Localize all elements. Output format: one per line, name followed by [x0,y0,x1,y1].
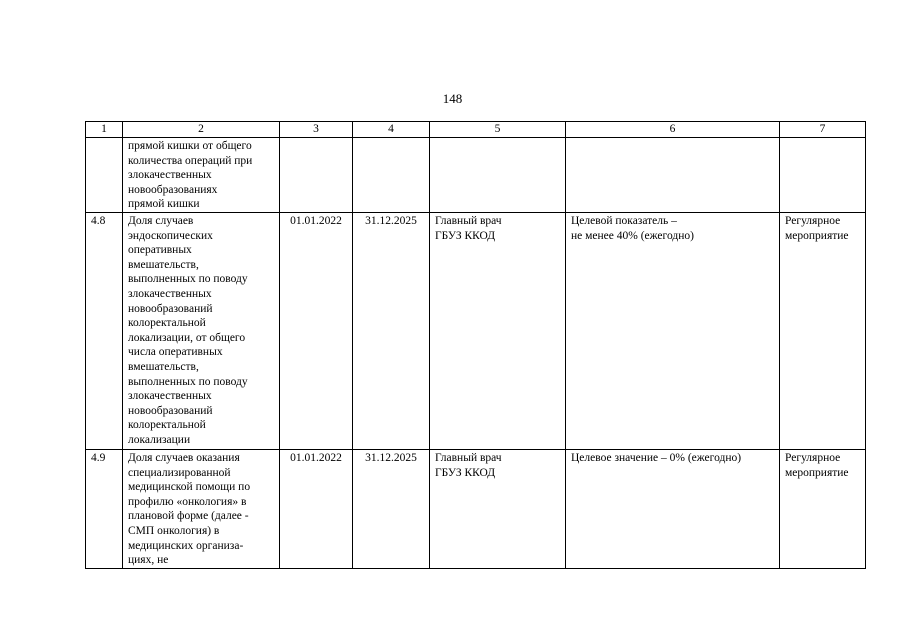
column-header-1: 1 [86,122,123,138]
table-row [86,212,866,449]
column-header-7: 7 [780,122,866,138]
cell-indicator: Целевой показатель – не менее 40% (ежегодно) [566,212,780,449]
cell-start-date [280,138,353,213]
column-header-5: 5 [430,122,566,138]
cell-start-date: 01.01.2022 [280,449,353,568]
cell-type: Регулярное мероприятие [780,212,866,449]
cell-type [780,138,866,213]
cell-responsible: Главный врач ГБУЗ ККОД [430,212,566,449]
cell-name: прямой кишки от общего количества операций при злокачественных новообразованиях прямой кишки [123,138,280,213]
plan-table [85,121,866,569]
table-row-continuation [86,138,866,213]
column-header-6: 6 [566,122,780,138]
cell-num: 4.8 [86,212,123,449]
table-row [86,449,866,568]
column-header-3: 3 [280,122,353,138]
cell-indicator: Целевое значение – 0% (ежегодно) [566,449,780,568]
cell-num: 4.9 [86,449,123,568]
cell-end-date: 31.12.2025 [353,212,430,449]
column-header-2: 2 [123,122,280,138]
page-number: 148 [442,91,463,106]
cell-start-date: 01.01.2022 [280,212,353,449]
cell-type: Регулярное мероприятие [780,449,866,568]
table-header-row [86,122,866,138]
column-header-4: 4 [353,122,430,138]
cell-name: Доля случаев эндоскопических оперативных вмешательств, выполненных по поводу злокачественных новообразований колоректальной локализации, от общего числа оперативных вмешательств, выполненных по поводу злокачественных новообразований колоректальной локализации [123,212,280,449]
cell-name: Доля случаев оказания специализированной медицинской помощи по профилю «онкология» в плановой форме (далее - СМП онкология) в медицинских организа- циях, не [123,449,280,568]
cell-responsible [430,138,566,213]
cell-responsible: Главный врач ГБУЗ ККОД [430,449,566,568]
cell-end-date [353,138,430,213]
cell-end-date: 31.12.2025 [353,449,430,568]
cell-num [86,138,123,213]
cell-indicator [566,138,780,213]
